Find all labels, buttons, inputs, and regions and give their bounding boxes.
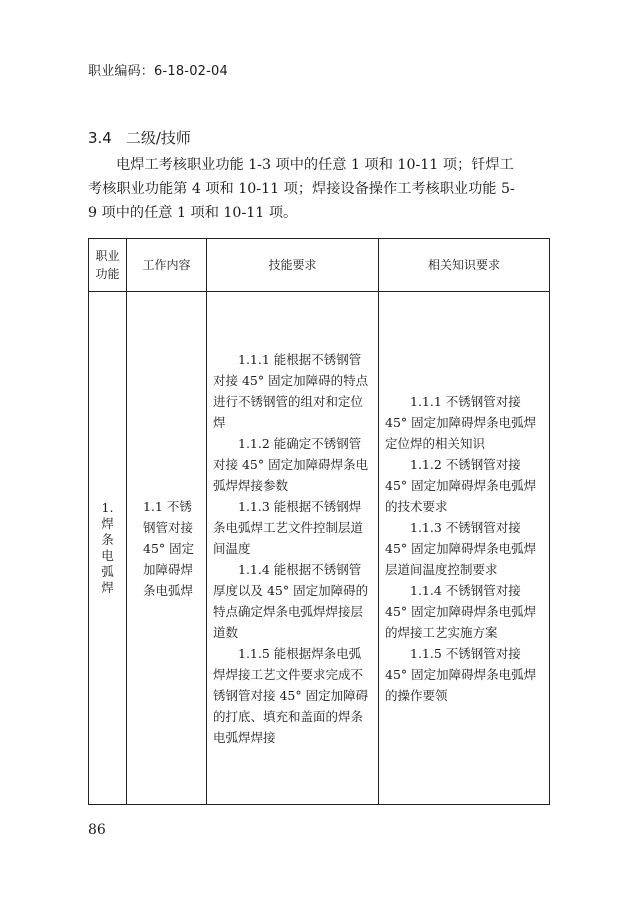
- header-knowledge-requirements: 相关知识要求: [379, 239, 550, 292]
- knowledge-item: 1.1.5 不锈钢管对接 45° 固定加障碍焊条电弧焊的操作要领: [385, 645, 537, 703]
- skill-item: 1.1.5 能根据焊条电弧焊焊接工艺文件要求完成不锈钢管对接 45° 固定加障碍的打底、填充和盖面的焊条电弧焊焊接: [213, 645, 369, 745]
- intro-line: 电焊工考核职业功能 1-3 项中的任意 1 项和 10-11 项；钎焊工: [116, 157, 514, 173]
- skill-item: 1.1.3 能根据不锈钢焊条电弧焊工艺文件控制层道间温度: [213, 498, 364, 556]
- knowledge-item: 1.1.2 不锈钢管对接 45° 固定加障碍焊条电弧焊的技术要求: [385, 456, 537, 514]
- section-heading: [88, 127, 191, 148]
- work-content-cell: [127, 292, 207, 805]
- skill-requirements-cell: [207, 292, 379, 805]
- header-function-line2: 功能: [95, 267, 120, 281]
- intro-line: 9 项中的任意 1 项和 10-11 项。: [88, 205, 298, 221]
- header-function: [89, 239, 127, 292]
- header-function-line1: 职业: [95, 249, 120, 263]
- skill-requirements-table: [88, 238, 550, 805]
- intro-line: 考核职业功能第 4 项和 10-11 项；焊接设备操作工考核职业功能 5-: [88, 181, 515, 197]
- skill-item: 1.1.4 能根据不锈钢管厚度以及 45° 固定加障碍的特点确定焊条电弧焊焊接层道数: [213, 561, 369, 640]
- knowledge-item: 1.1.1 不锈钢管对接 45° 固定加障碍焊条电弧焊定位焊的相关知识: [385, 393, 537, 451]
- occupation-code: 职业编码：6-18-02-04: [88, 64, 228, 79]
- intro-paragraph: [88, 153, 550, 225]
- work-content-text: 1.1 不锈钢管对接 45° 固定加障碍焊条电弧焊: [143, 498, 195, 598]
- function-name: 焊条电弧焊: [101, 516, 114, 595]
- function-number: 1.: [101, 500, 114, 515]
- knowledge-requirements-cell: [379, 292, 550, 805]
- knowledge-item: 1.1.4 不锈钢管对接 45° 固定加障碍焊条电弧焊的焊接工艺实施方案: [385, 582, 537, 640]
- header-skill-requirements: 技能要求: [207, 239, 379, 292]
- page-number: 86: [88, 822, 106, 838]
- table-header-row: [89, 239, 550, 292]
- table-row: [89, 292, 550, 805]
- section-title: 二级/技师: [125, 129, 191, 147]
- skill-item: 1.1.2 能确定不锈钢管对接 45° 固定加障碍焊条电弧焊焊接参数: [213, 435, 369, 493]
- skill-item: 1.1.1 能根据不锈钢管对接 45° 固定加障碍的特点进行不锈钢管的组对和定位焊: [213, 351, 369, 430]
- function-cell: [89, 292, 127, 805]
- section-number: 3.4: [88, 129, 112, 147]
- knowledge-item: 1.1.3 不锈钢管对接 45° 固定加障碍焊条电弧焊层道间温度控制要求: [385, 519, 537, 577]
- header-work-content: 工作内容: [127, 239, 207, 292]
